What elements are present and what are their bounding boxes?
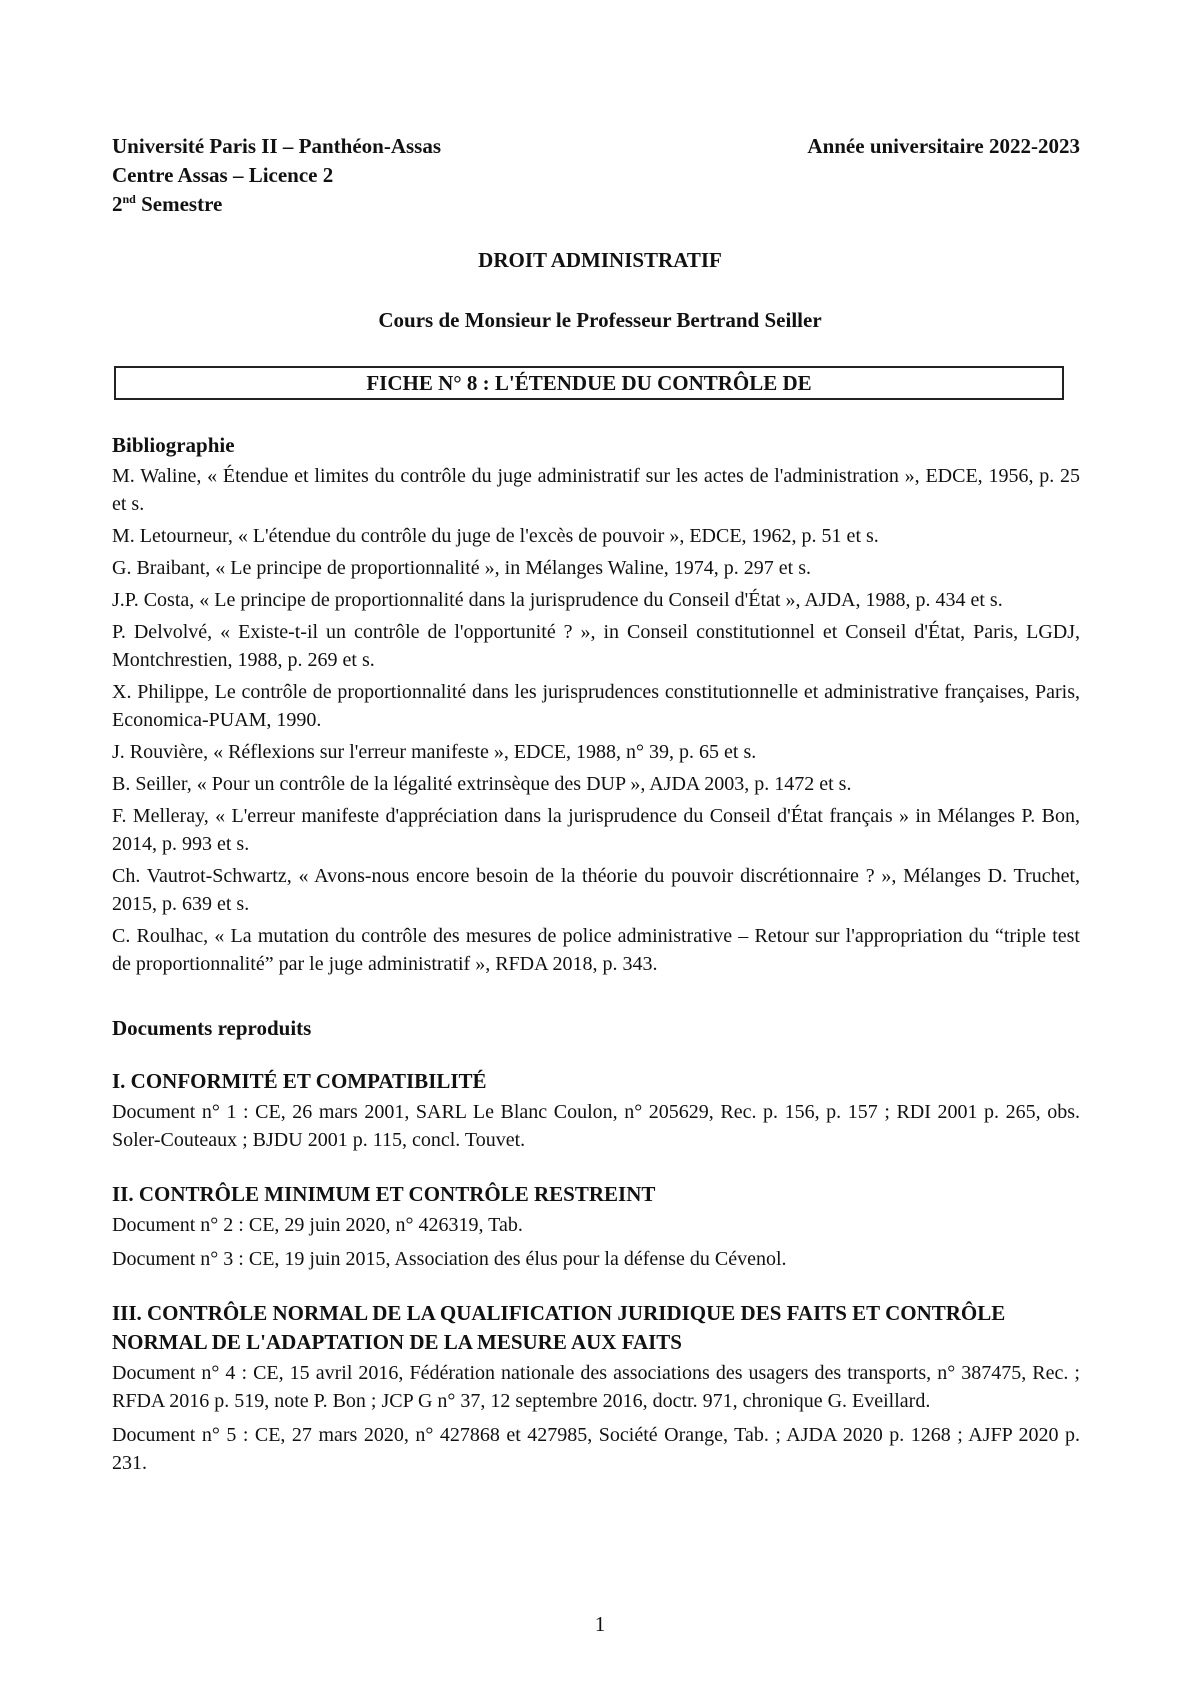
bibliography-entry: G. Braibant, « Le principe de proportionnalité », in Mélanges Waline, 1974, p. 297 et s.: [112, 557, 811, 579]
bibliography-entry: F. Melleray, « L'erreur manifeste d'appréciation dans la jurisprudence du Conseil d'État français » in Mélanges P. Bon, 2014, p. 993 et s.: [112, 805, 1080, 855]
document-body: [112, 433, 1080, 1483]
semester-word: Semestre: [141, 192, 223, 216]
part-title: II. CONTRÔLE MINIMUM ET CONTRÔLE RESTREINT: [112, 1182, 656, 1206]
academic-year: Année universitaire 2022-2023: [807, 134, 1080, 158]
part-title: I. CONFORMITÉ ET COMPATIBILITÉ: [112, 1069, 487, 1093]
semester-suffix: nd: [122, 192, 136, 206]
document-entry: Document n° 1 : CE, 26 mars 2001, SARL Le Blanc Coulon, n° 205629, Rec. p. 156, p. 157 ; RDI 2001 p. 265, obs. Soler-Couteaux ; BJDU 2001 p. 115, concl. Touvet.: [112, 1101, 1080, 1151]
part-section: [112, 1067, 1080, 1154]
document-entry: Document n° 2 : CE, 29 juin 2020, n° 426319, Tab.: [112, 1214, 523, 1236]
course-professor: Cours de Monsieur le Professeur Bertrand Seiller: [378, 308, 822, 332]
bibliography-entry: B. Seiller, « Pour un contrôle de la légalité extrinsèque des DUP », AJDA 2003, p. 1472 et s.: [112, 773, 852, 795]
part-section: [112, 1180, 1080, 1273]
document-entry: Document n° 5 : CE, 27 mars 2020, n° 427868 et 427985, Société Orange, Tab. ; AJDA 2020 p. 1268 ; AJFP 2020 p. 231.: [112, 1424, 1080, 1474]
centre-name: Centre Assas – Licence 2: [112, 163, 334, 187]
bibliography-entry: M. Waline, « Étendue et limites du contrôle du juge administratif sur les actes de l'administration », EDCE, 1956, p. 25 et s.: [112, 465, 1080, 515]
university-name: Université Paris II – Panthéon-Assas: [112, 134, 441, 158]
bibliography-entry: M. Letourneur, « L'étendue du contrôle du juge de l'excès de pouvoir », EDCE, 1962, p. 51 et s.: [112, 525, 879, 547]
semester-number: 2: [112, 192, 123, 216]
part-title: III. CONTRÔLE NORMAL DE LA QUALIFICATION JURIDIQUE DES FAITS ET CONTRÔLE NORMAL DE L'ADAPTATION DE LA MESURE AUX FAITS: [112, 1301, 1006, 1354]
course-title: DROIT ADMINISTRATIF: [478, 248, 722, 272]
bibliography-title: Bibliographie: [112, 433, 235, 457]
bibliography-entry: P. Delvolvé, « Existe-t-il un contrôle de l'opportunité ? », in Conseil constitutionnel et Conseil d'État, Paris, LGDJ, Montchrestien, 1988, p. 269 et s.: [112, 621, 1080, 671]
page-number: 1: [594, 1612, 606, 1636]
bibliography-entry: Ch. Vautrot-Schwartz, « Avons-nous encore besoin de la théorie du pouvoir discrétionnaire ? », Mélanges D. Truchet, 2015, p. 639 et s.: [112, 865, 1080, 915]
document-entry: Document n° 3 : CE, 19 juin 2015, Association des élus pour la défense du Cévenol.: [112, 1248, 787, 1270]
fiche-title: FICHE N° 8 : L'ÉTENDUE DU CONTRÔLE DE: [366, 371, 812, 395]
bibliography-list: [112, 462, 1080, 978]
institution-block: [112, 132, 441, 219]
document-header: [112, 132, 1080, 219]
fiche-title-box: [114, 366, 1064, 400]
documents-title: Documents reproduits: [112, 1016, 312, 1040]
document-entry: Document n° 4 : CE, 15 avril 2016, Fédération nationale des associations des usagers des transports, n° 387475, Rec. ; RFDA 2016 p. 519, note P. Bon ; JCP G n° 37, 12 septembre 2016, doctr. 971, chronique G. Eveillard.: [112, 1362, 1080, 1412]
bibliography-entry: J.P. Costa, « Le principe de proportionnalité dans la jurisprudence du Conseil d'État », AJDA, 1988, p. 434 et s.: [112, 589, 1003, 611]
bibliography-entry: C. Roulhac, « La mutation du contrôle des mesures de police administrative – Retour sur l'appropriation du “triple test de proportionnalité” par le juge administratif », RFDA 2018, p. 343.: [112, 925, 1080, 975]
bibliography-entry: X. Philippe, Le contrôle de proportionnalité dans les jurisprudences constitutionnelle et administrative françaises, Paris, Economica-PUAM, 1990.: [112, 681, 1080, 731]
semester: [112, 190, 441, 219]
part-section: [112, 1299, 1080, 1477]
bibliography-entry: J. Rouvière, « Réflexions sur l'erreur manifeste », EDCE, 1988, n° 39, p. 65 et s.: [112, 741, 757, 763]
